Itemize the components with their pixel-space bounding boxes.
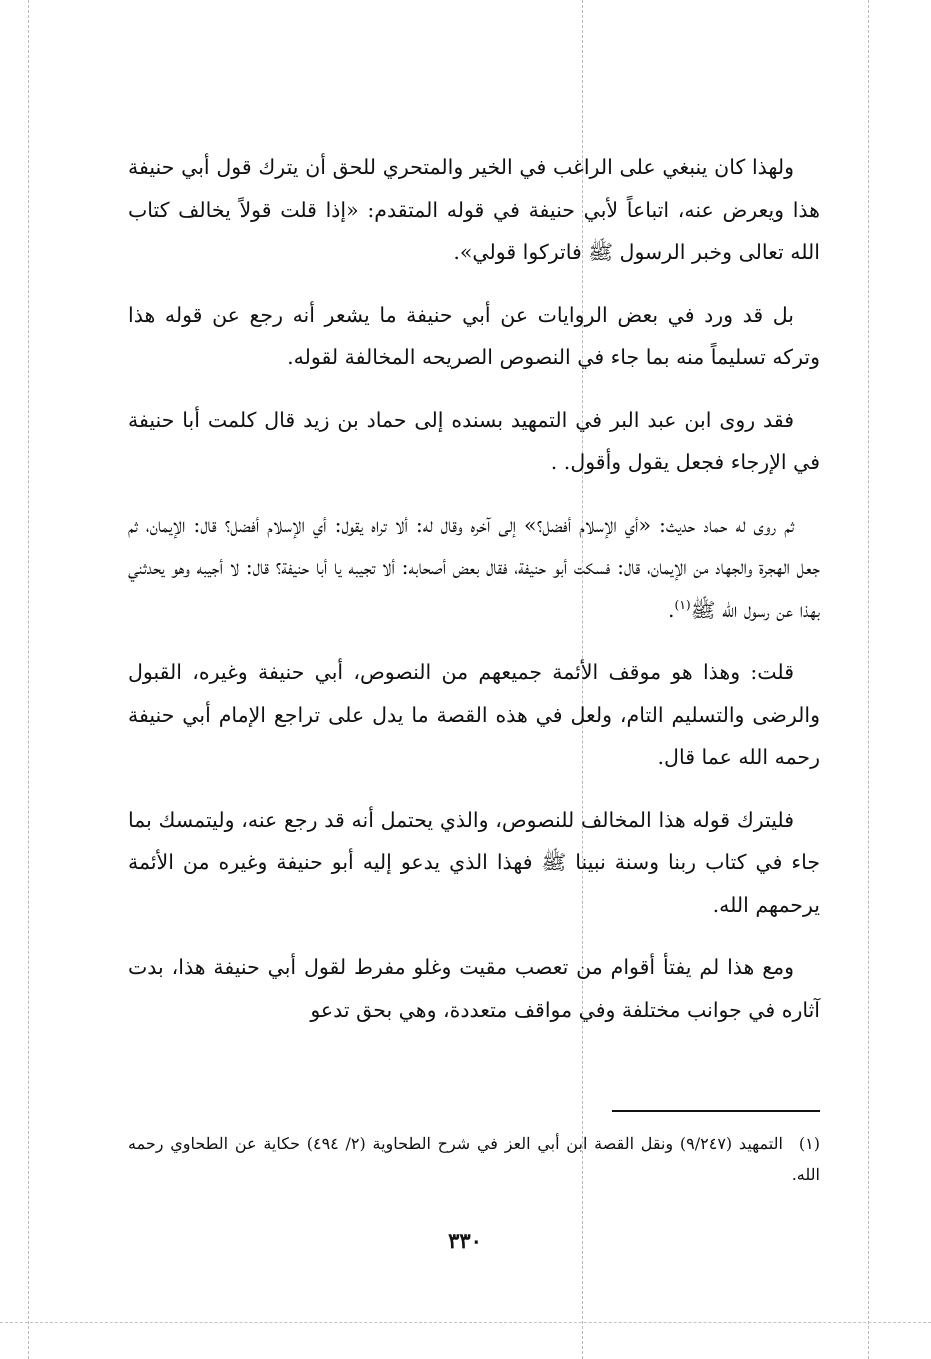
- paragraph-4-text: ثم روى له حماد حديث: «أي الإسلام أفضل؟» إلى آخره وقال له: ألا تراه يقول: أي الإسلام أفضل؟ قال: الإيمان، ثم جعل الهجرة والجهاد من الإيمان، قال: فسكت أبو حنيفة، فقال بعض أصحابه: ألا تجيبه يا أبا حنيفة؟ قال: لا أجيبه وهو يحدثني بهذا عن رسول الله ﷺ: [128, 512, 820, 622]
- body-text: [128, 146, 820, 1051]
- page-number: ٣٣٠: [448, 1228, 482, 1253]
- footnote-divider: [612, 1110, 820, 1112]
- paragraph-4: [128, 504, 820, 632]
- paragraph-6: فليترك قوله هذا المخالف للنصوص، والذي يحتمل أنه قد رجع عنه، وليتمسك بما جاء في كتاب ربنا وسنة نبينا ﷺ فهذا الذي يدعو إليه أبو حنيفة وغيره من الأئمة يرحمهم الله.: [128, 807, 820, 917]
- footnote-text: التمهيد (٩/٢٤٧) ونقل القصة ابن أبي العز في شرح الطحاوية (٢/ ٤٩٤) حكاية عن الطحاوي رحمه الله.: [128, 1134, 820, 1184]
- paragraph-4-end: .: [667, 597, 675, 622]
- paragraph-2: بل قد ورد في بعض الروايات عن أبي حنيفة ما يشعر أنه رجع عن قوله هذا وتركه تسليماً منه بما جاء في النصوص الصريحه المخالفة لقوله.: [128, 302, 820, 369]
- footnote-marker: (١): [798, 1134, 821, 1153]
- footnote: [128, 1128, 820, 1190]
- paragraph-7: ومع هذا لم يفتأ أقوام من تعصب مقيت وغلو مفرط لقول أبي حنيفة هذا، بدت آثاره في جوانب مختلفة وفي مواقف متعددة، وهي بحق تدعو: [128, 955, 820, 1022]
- footnote-reference[interactable]: (١): [674, 597, 691, 612]
- paragraph-5: قلت: وهذا هو موقف الأئمة جميعهم من النصوص، أبي حنيفة وغيره، القبول والرضى والتسليم التام، ولعل في هذه القصة ما يدل على تراجع الإمام أبي حنيفة رحمه الله عما قال.: [128, 660, 820, 769]
- paragraph-3: فقد روى ابن عبد البر في التمهيد بسنده إلى حماد بن زيد قال كلمت أبا حنيفة في الإرجاء فجعل يقول وأقول. .: [128, 407, 820, 474]
- paragraph-1: ولهذا كان ينبغي على الراغب في الخير والمتحري للحق أن يترك قول أبي حنيفة هذا ويعرض عنه، اتباعاً لأبي حنيفة في قوله المتقدم: «إذا قلت قولاً يخالف كتاب الله تعالى وخبر الرسول ﷺ فاتركوا قولي».: [128, 155, 820, 264]
